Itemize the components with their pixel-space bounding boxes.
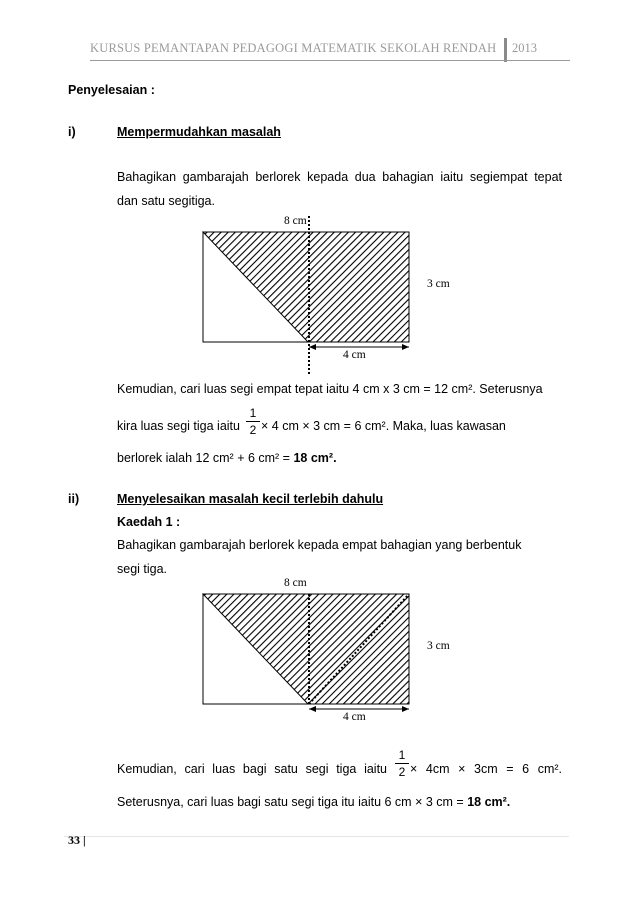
section2-calc1-prefix: Kemudian, cari luas bagi satu segi tiga iaitu [117, 762, 387, 776]
section2-method: Kaedah 1 : [117, 515, 181, 529]
section1-calc1: Kemudian, cari luas segi empat tepat iaitu 4 cm x 3 cm = 12 cm². Seterusnya [117, 382, 543, 396]
fraction-denominator: 2 [249, 423, 257, 437]
arrow-head-right [402, 706, 409, 712]
arrow-head-left [309, 706, 316, 712]
section1-calc2-suffix: × 4 cm × 3 cm = 6 cm². Maka, luas kawasan [261, 419, 506, 433]
section1-answer: 18 cm². [293, 451, 337, 465]
section1-title: Mempermudahkan masalah [117, 125, 281, 139]
footer-rule [64, 836, 569, 837]
label-8cm: 8 cm [284, 577, 307, 589]
fraction-bar [395, 763, 409, 764]
section2-calc2 [117, 794, 510, 810]
section1-calc3-prefix: berlorek ialah 12 cm² + 6 cm² = [117, 451, 294, 465]
label-4cm: 4 cm [343, 349, 366, 361]
section2-calc1-suffix: × 4cm × 3cm = 6 cm². [410, 762, 562, 776]
fraction-numerator: 1 [249, 406, 257, 420]
section2-numeral: ii) [68, 492, 80, 506]
header-year: 2013 [512, 41, 537, 55]
section2-calc2-prefix: Seterusnya, cari luas bagi satu segi tiga itu iaitu 6 cm × 3 cm = [117, 795, 468, 809]
section1-numeral: i) [68, 125, 76, 139]
shaded-region [203, 594, 409, 704]
header-title: KURSUS PEMANTAPAN PEDAGOGI MATEMATIK SEKOLAH RENDAH [90, 41, 497, 55]
figure-2-shapes [203, 594, 409, 712]
label-4cm: 4 cm [343, 711, 366, 723]
label-8cm: 8 cm [284, 215, 307, 227]
section2-title: Menyelesaikan masalah kecil terlebih dahulu [117, 492, 384, 506]
heading: Penyelesaian : [68, 83, 155, 97]
section1-calc2-prefix: kira luas segi tiga iaitu [117, 419, 240, 433]
section2-line1: Bahagikan gambarajah berlorek kepada empat bahagian yang berbentuk [117, 538, 522, 552]
page-number: 33 | [68, 833, 86, 847]
section2-line2: segi tiga. [117, 562, 168, 576]
fraction-denominator: 2 [398, 765, 406, 779]
section2-answer: 18 cm². [467, 795, 511, 809]
label-3cm: 3 cm [427, 278, 450, 290]
label-3cm: 3 cm [427, 640, 450, 652]
fraction-half [395, 748, 409, 779]
fraction-numerator: 1 [398, 748, 406, 762]
section1-line2: dan satu segitiga. [117, 194, 215, 208]
section1-line1: Bahagikan gambarajah berlorek kepada dua bahagian iaitu segiempat tepat [117, 170, 562, 184]
